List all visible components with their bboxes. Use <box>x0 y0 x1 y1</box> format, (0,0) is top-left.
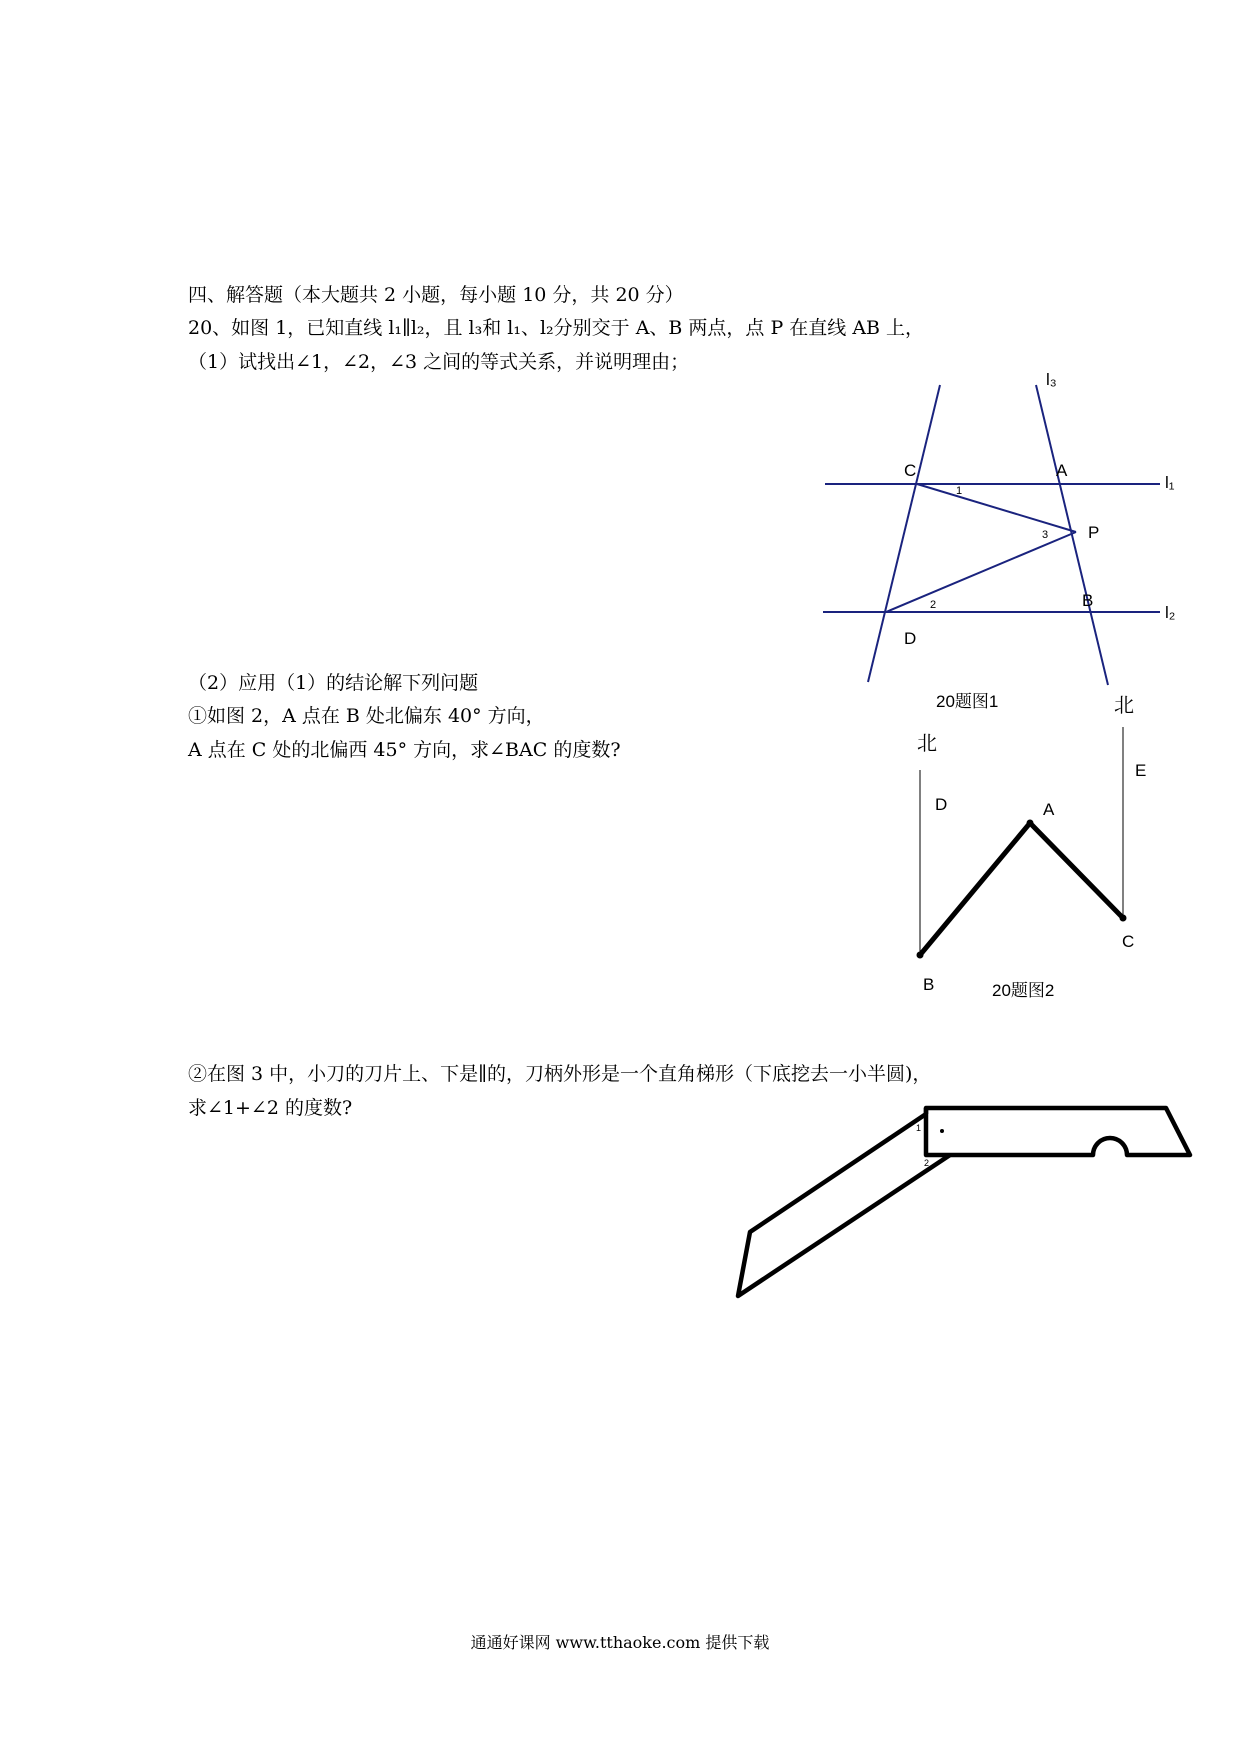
label-A: A <box>1043 800 1055 819</box>
point-C <box>1120 915 1127 922</box>
knife-handle <box>926 1108 1190 1155</box>
angle-1-label: 1 <box>956 485 963 497</box>
segment-DP <box>886 532 1076 612</box>
point-A <box>1027 820 1034 827</box>
label-C: C <box>904 461 917 480</box>
label-north-left: 北 <box>917 733 937 755</box>
figure-2 <box>900 690 1180 1010</box>
problem-20-q1-line2: A 点在 C 处的北偏西 45° 方向，求∠BAC 的度数? <box>188 739 621 761</box>
path-B-A-C <box>920 823 1123 955</box>
label-l2: l₂ <box>1165 603 1176 622</box>
page-footer: 通通好课网 www.tthaoke.com 提供下载 <box>470 1633 770 1652</box>
label-D: D <box>935 795 948 814</box>
problem-20-q2-line2: 求∠1+∠2 的度数? <box>188 1097 353 1119</box>
figure-3 <box>730 1100 1200 1320</box>
problem-20-intro: 20、如图 1，已知直线 l₁∥l₂，且 l₃和 l₁、l₂分别交于 A、B 两点，点 P 在直线 AB 上， <box>188 317 925 339</box>
angle-2-label: 2 <box>930 599 937 611</box>
angle-1-label: 1 <box>916 1123 922 1133</box>
problem-20-part2-heading: （2）应用（1）的结论解下列问题 <box>188 672 479 694</box>
segment-CP <box>917 484 1076 532</box>
angle-2-label: 2 <box>924 1158 930 1168</box>
problem-20-q2-line1: ②在图 3 中，小刀的刀片上、下是∥的，刀柄外形是一个直角梯形（下底挖去一小半圆)， <box>188 1063 932 1085</box>
label-P: P <box>1088 523 1100 542</box>
label-north-right: 北 <box>1114 695 1134 717</box>
label-l1: l₁ <box>1165 473 1175 492</box>
label-A: A <box>1056 461 1068 480</box>
point-B <box>917 952 924 959</box>
section-heading: 四、解答题（本大题共 2 小题，每小题 10 分，共 20 分） <box>188 284 684 306</box>
angle-3-label: 3 <box>1042 529 1049 541</box>
figure-1 <box>800 360 1200 720</box>
label-D: D <box>904 629 917 648</box>
knife-blade <box>738 1114 950 1296</box>
label-B: B <box>923 975 935 994</box>
figure-2-caption: 20题图2 <box>992 981 1055 1000</box>
problem-20-part1: （1）试找出∠1，∠2，∠3 之间的等式关系，并说明理由； <box>188 351 690 373</box>
handle-rivet <box>940 1129 944 1133</box>
problem-20-q1-line1: ①如图 2，A 点在 B 处北偏东 40° 方向， <box>188 705 545 727</box>
figure-1-lines <box>823 385 1160 685</box>
label-B: B <box>1082 591 1094 610</box>
label-l3: l₃ <box>1046 370 1057 389</box>
label-E: E <box>1135 761 1147 780</box>
figure-1-caption: 20题图1 <box>936 692 999 711</box>
label-C: C <box>1122 932 1135 951</box>
